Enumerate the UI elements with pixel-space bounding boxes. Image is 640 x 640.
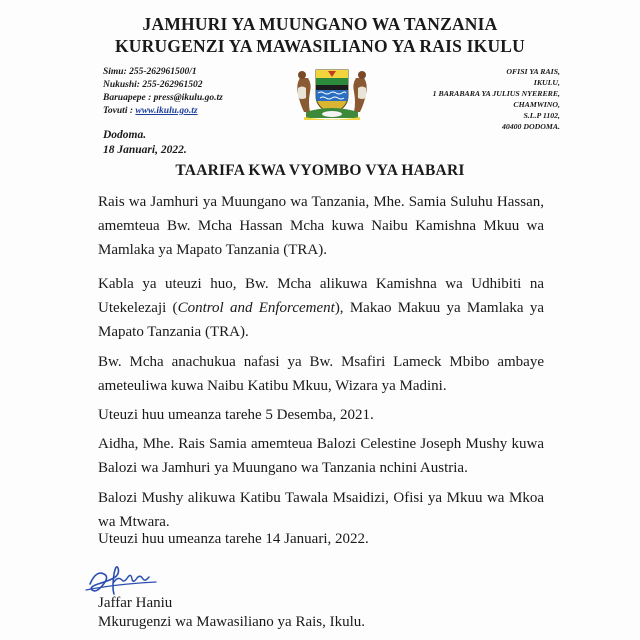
tanzania-coat-of-arms-icon [292, 62, 372, 120]
address-line: CHAMWINO, [513, 100, 560, 109]
address-line: IKULU, [533, 78, 560, 87]
paragraph-emphasis: Control and Enforcement [177, 300, 335, 316]
paragraph: Rais wa Jamhuri ya Muungano wa Tanzania, Mhe. Samia Suluhu Hassan, amemteua Bw. Mcha Hassan Mcha kuwa Naibu Kamishna Mkuu wa Mamlaka ya Mapato Tanzania (TRA). [98, 194, 544, 258]
address-line: OFISI YA RAIS, [506, 67, 560, 76]
signatory-name: Jaffar Haniu [98, 595, 173, 611]
contact-block [103, 66, 223, 118]
office-address [433, 66, 560, 132]
place-and-date [103, 128, 187, 158]
paragraph: Bw. Mcha anachukua nafasi ya Bw. Msafiri Lameck Mbibo ambaye ameteuliwa kuwa Naibu Katibu Mkuu, Wizara ya Madini. [98, 354, 544, 394]
address-line: S.L.P 1102, [523, 111, 560, 120]
contact-email: Baruapepe : press@ikulu.go.tz [103, 93, 223, 103]
header-line-2: KURUGENZI YA MAWASILIANO YA RAIS IKULU [114, 36, 526, 56]
paragraph: Uteuzi huu umeanza tarehe 5 Desemba, 2021. [98, 407, 374, 423]
paragraph-text: ), Makao Makuu ya Mamlaka ya Mapato Tanzania (TRA). [98, 300, 544, 340]
place-city: Dodoma. [103, 129, 147, 141]
address-line: 1 BARABARA YA JULIUS NYERERE, [432, 89, 560, 98]
address-line: 40400 DODOMA. [501, 122, 560, 131]
contact-fax: Nukushi: 255-262961502 [103, 80, 203, 90]
paragraph: Aidha, Mhe. Rais Samia amemteua Balozi Celestine Joseph Mushy kuwa Balozi wa Jamhuri ya Muungano wa Tanzania nchini Austria. [98, 436, 544, 476]
paragraph [98, 272, 544, 344]
document-title: TAARIFA KWA VYOMBO VYA HABARI [175, 162, 465, 179]
paragraph: Balozi Mushy alikuwa Katibu Tawala Msaidizi, Ofisi ya Mkuu wa Mkoa wa Mtwara. [98, 490, 544, 530]
contact-phone: Simu: 255-262961500/1 [103, 67, 197, 77]
contact-website [103, 105, 223, 118]
handwritten-signature-icon [84, 562, 164, 598]
document-date: 18 Januari, 2022. [103, 144, 187, 156]
header-line-1: JAMHURI YA MUUNGANO WA TANZANIA [142, 14, 498, 34]
signatory-title: Mkurugenzi wa Mawasiliano ya Rais, Ikulu. [98, 614, 366, 630]
paragraph: Uteuzi huu umeanza tarehe 14 Januari, 2022. [98, 531, 369, 547]
paragraph-text: Kabla ya uteuzi huo, Bw. Mcha alikuwa Kamishna wa Udhibiti na Utekelezaji ( [98, 276, 544, 316]
website-label: Tovuti : [103, 106, 136, 116]
website-link[interactable]: www.ikulu.go.tz [135, 106, 198, 116]
